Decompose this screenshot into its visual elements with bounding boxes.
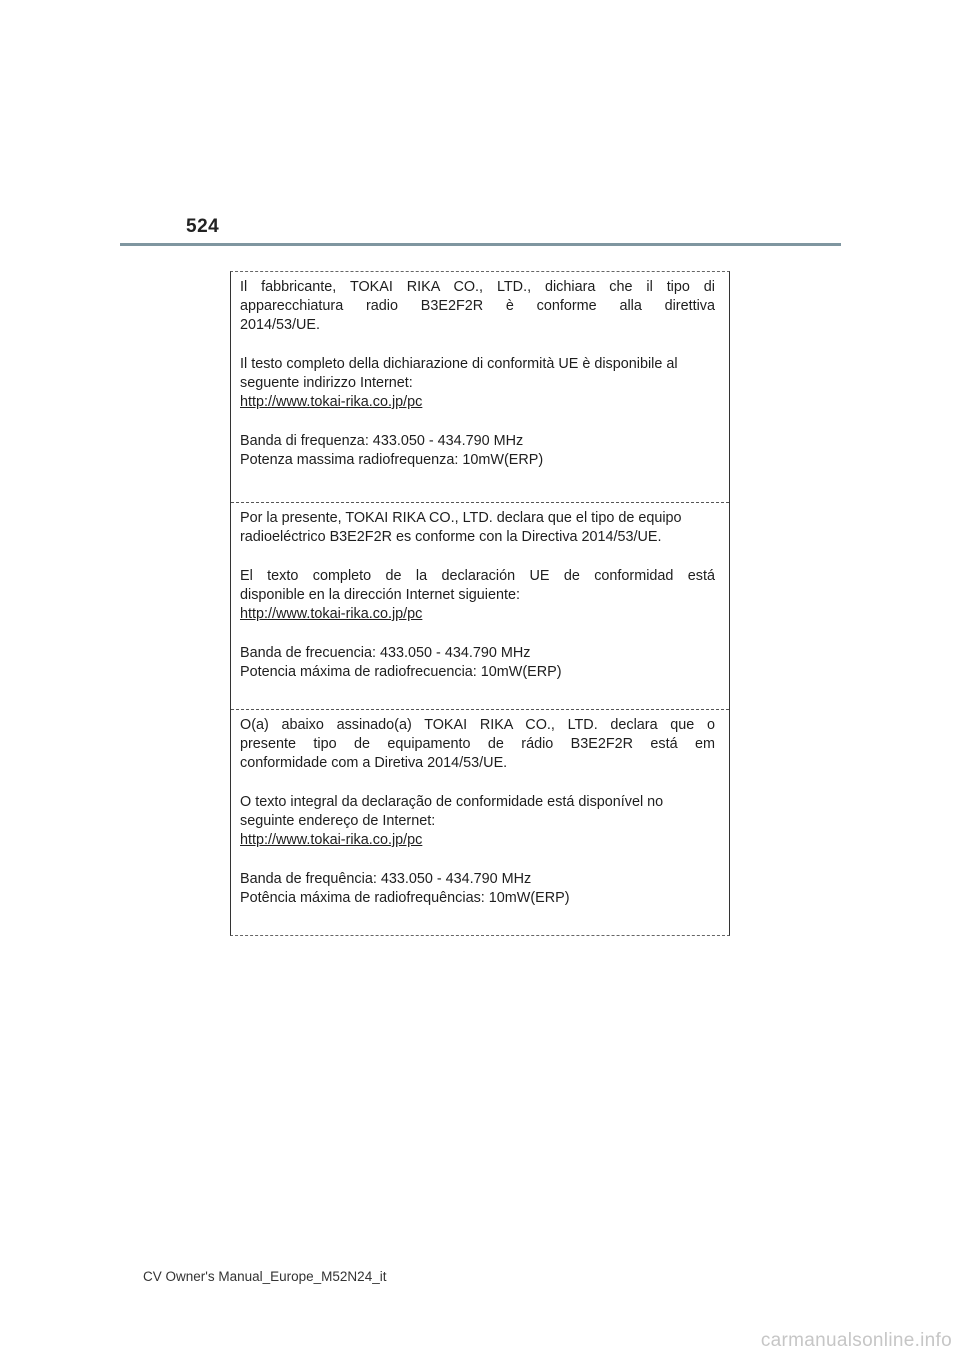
statement-line: Por la presente, TOKAI RIKA CO., LTD. declara que el tipo de equipo [240,510,682,526]
declaration-statement [240,509,715,547]
radio-specs [240,644,715,682]
notice-line: disponible en la dirección Internet siguiente: [240,587,520,603]
header-rule [120,243,841,246]
notice-line: Il testo completo della dichiarazione di conformità UE è disponibile al [240,356,678,372]
statement-line: 2014/53/UE. [240,317,321,333]
statement-line: conformidade com a Diretiva 2014/53/UE. [240,755,508,771]
max-power: Potencia máxima de radiofrecuencia: 10mW(ERP) [240,664,562,680]
full-text-notice [240,793,715,850]
frequency-band: Banda di frequenza: 433.050 - 434.790 MHz [240,433,524,449]
declaration-statement [240,278,715,335]
declaration-section-it [231,272,729,502]
statement-line: apparecchiatura radio B3E2F2R è conforme alla direttiva [240,298,715,314]
watermark: carmanualsonline.info [760,1330,952,1351]
declaration-url-link[interactable]: http://www.tokai-rika.co.jp/pc [240,606,423,622]
full-text-notice [240,355,715,412]
radio-specs [240,870,715,908]
page-number: 524 [186,216,220,237]
declaration-url-link[interactable]: http://www.tokai-rika.co.jp/pc [240,832,423,848]
statement-line: Il fabbricante, TOKAI RIKA CO., LTD., dichiara che il tipo di [240,279,715,295]
statement-line: presente tipo de equipamento de rádio B3E2F2R está em [240,736,715,752]
footer-manual-id: CV Owner's Manual_Europe_M52N24_it [143,1269,387,1284]
declaration-statement [240,716,715,773]
notice-line: O texto integral da declaração de conformidade está disponível no [240,794,664,810]
max-power: Potenza massima radiofrequenza: 10mW(ERP) [240,452,544,468]
statement-line: radioeléctrico B3E2F2R es conforme con la Directiva 2014/53/UE. [240,529,662,545]
declaration-url-link[interactable]: http://www.tokai-rika.co.jp/pc [240,394,423,410]
notice-line: seguente indirizzo Internet: [240,375,413,391]
notice-line: seguinte endereço de Internet: [240,813,436,829]
statement-line: O(a) abaixo assinado(a) TOKAI RIKA CO., LTD. declara que o [240,717,715,733]
declaration-box [230,271,730,936]
max-power: Potência máxima de radiofrequências: 10mW(ERP) [240,890,570,906]
declaration-section-pt [231,709,729,935]
frequency-band: Banda de frecuencia: 433.050 - 434.790 MHz [240,645,531,661]
declaration-section-es [231,502,729,709]
frequency-band: Banda de frequência: 433.050 - 434.790 MHz [240,871,532,887]
radio-specs [240,432,715,470]
full-text-notice [240,567,715,624]
notice-line: El texto completo de la declaración UE de conformidad está [240,568,715,584]
